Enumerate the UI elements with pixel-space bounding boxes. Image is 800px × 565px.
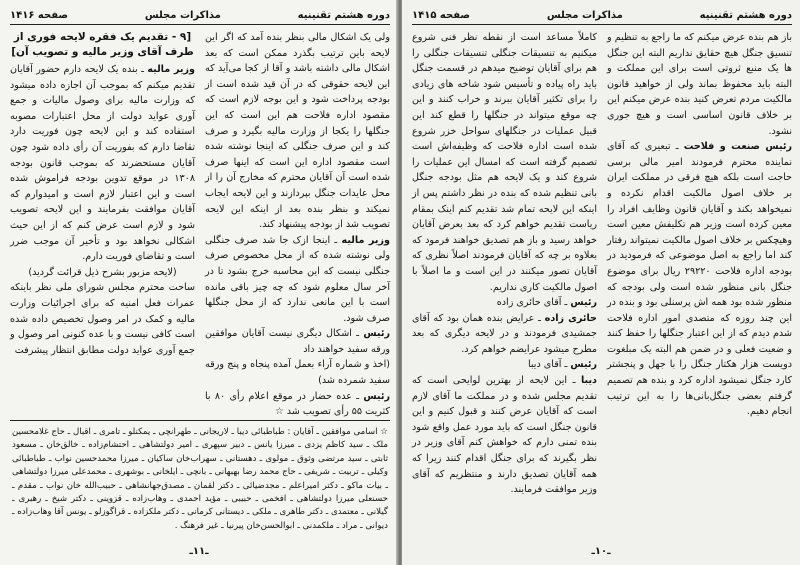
- speaker-name: وزیر مالیه: [341, 234, 390, 246]
- paragraph: رئیس ـ آقای دیبا: [527, 359, 597, 371]
- column-right: [607, 30, 792, 498]
- paragraph: حائری زاده ـ عرایض بنده همان بود که آقای جمشیدی فرمودند و در لایحه دیگری که بعد مطرح میشود عرایضم خواهم کرد.: [412, 312, 597, 355]
- speaker-name: وزیر مالیه: [147, 64, 195, 75]
- page-header: [10, 8, 390, 25]
- column-left: [10, 30, 195, 420]
- paragraph: دیبا ـ این لایحه از بهترین لوایحی است که تقدیم مجلس شده و در مملکت ما آقای لازم است که آقایان عرض کنند و قبول کنیم و این قانون جنگل است که باید مورد عمل واقع شود بنده تمنی دارم که خواهش کنم آقای وزیر در نظر بگیرند که برای جنگل اقدام کنند زیرا که همه آقایان تصدیق دارند و منتظریم که آقای وزیر موافقت فرمایند.: [412, 375, 597, 496]
- right-page: [402, 0, 800, 565]
- session-label: دوره هشتم تقنینیه: [297, 9, 390, 21]
- speaker-name: رئیس: [363, 328, 390, 340]
- page-number: ـ۱۱ـ: [189, 546, 209, 557]
- speaker-name: دیبا: [580, 375, 597, 387]
- speaker-name: رئیس: [570, 359, 597, 371]
- page-label: صفحه ۱۴۱۵: [412, 9, 471, 21]
- column-left: [412, 30, 597, 498]
- paragraph: رئیس ـ عده حضار در موقع اعلام رأی ۸۰ با کثریت ۵۵ رأی تصویب شد ☆: [205, 390, 390, 418]
- text-columns: [10, 30, 390, 420]
- page-label: صفحه ۱۴۱۶: [10, 9, 69, 21]
- session-label: دوره هشتم تقنینیه: [699, 9, 792, 21]
- speaker-name: رئیس: [570, 297, 597, 309]
- paragraph: کاملاً مساعد است از نقطه نظر فنی شروع میکنیم به تنسیقات جنگلی تنسیقات جنگلی را هم برای آقایان توضیح میدهم در قسمت جنگل باید راه پیاده و تأسیس شود شاخه های زیادی را برای تکثیر آقایان ببرند و خراب کنند و این چه موقع میتواند در جنگلها را قطع کند این قبیل عملیات در جنگلهای سواحل خزر شروع شده است اداره فلاحت که وظیفه‌اش است تصمیم گرفته است که امسال این عملیات را شروع کند و یک لایحه هم مثل بودجه جنگل بانی تنظیم شده که بنده در نظر داشتم پس از اینکه این لایحه تمام شد تقدیم کنم اینک بمقام ریاست تقدیم خواهم کرد که بعد بعرض آقایان خواهد رسید و باز هم تصدیق خواهند فرمود که بعلاوه بر چه که آقایان فرمودند اصلاً نظری که آقایان تصور میکنند در این است و ما اصلاً با اصول مالکیت کاری نداریم.: [412, 32, 597, 293]
- publication-title: مذاکرات مجلس: [144, 9, 221, 21]
- text-columns: [412, 30, 792, 498]
- paragraph: وزیر مالیه ـ بنده یک لایحه دارم حضور آقایان تقدیم میکنم که بموجب آن اجازه داده میشود که وزارت مالیه برای وصول مالیات و جمع آوری عواید دولت از محل اعتبارات مصوبه استفاده کند و این لایحه چون فوریت دارد تقاضا دارم که بفوریت آن رأی داده شود چون آقایان مستحضرند که بموجب قانون بودجه ۱۳۰۸ در موقع تدوین بودجه فراموش شده است و این اعتبار لازم است و امیدوارم که آقایان موافقت بفرمایند و این لایحه تصویب شود و لازم است عرض کنم که از این حیث اشکالی نخواهد بود و تأخیر آن موجب ضرر است و تقاضای فوریت دارم.: [10, 64, 195, 263]
- footnote-divider: [10, 420, 390, 421]
- paragraph: ساحت محترم مجلس شورای ملی نظر باینکه عمرات فعل امنیه که برای اجرائیات وزارت مالیه و کمک در امر وصول تخصیص داده شده است کافی نیست و با عده کنونی امر وصول و جمع آوری عواید دولت مطابق انتظار پیشرفت: [10, 282, 195, 356]
- left-page: [0, 0, 398, 565]
- paragraph: رئیس ـ اشکال دیگری نیست آقایان موافقین ورقه سفید خواهند داد: [205, 328, 390, 355]
- page-header: [412, 8, 792, 25]
- section-heading: [۹ - تقدیم یک فقره لایحه فوری از طرف آقای وزیر مالیه و تصویب آن]: [11, 31, 194, 58]
- paragraph: وزیر مالیه ـ اینجا ازک جا شد صرف جنگلی ولی نوشته شده که از محل مخصوص صرف جنگلی نیست که این محاسبه خرج بشود تا در آخر سال معلوم شود که چه چیز باقی مانده است با این مانعی ندارد که از محل جنگلها صرف شود.: [205, 234, 390, 324]
- column-right: [205, 30, 390, 420]
- page-number: ـ۱۰ـ: [591, 546, 611, 557]
- paragraph: ولی یک اشکال مالی بنظر بنده آمد که اگر این لایحه باین ترتیب بگذرد ممکن است که بعد اشکال مالی داشته باشد و آقا از کجا می‌آید که این لایحه حقوقی که در آن قید شده است از بودجه پرداخت شود و این بوجه لازم است که مقصود اداره فلاحت هم این است که این جنگلها را یکجا از وزارت مالیه بگیرد و صرف کند و این صرف جنگلی که اینجا نوشته شده است مقصود اداره این است که اینها صرف شده است آن آقایان محترم که مخارج آن را از محل عایدات جنگل بپردازند و این لایحه ایجاب نمیکند و بنظر بنده بعد از اینکه این لایحه تصویب شد از بودجه پیشنهاد کند.: [205, 32, 390, 231]
- speaker-name: رئیس صنعت و فلاحت: [683, 141, 792, 153]
- publication-title: مذاکرات مجلس: [546, 9, 623, 21]
- paragraph: (لایحه مزبور بشرح ذیل قرائت گردید): [28, 266, 177, 278]
- paragraph: باز هم بنده عرض میکنم که ما راجع به تنظیم و تنسیق جنگل هیچ حقایق نداریم البته این جنگل ها یک منبع ثروتی است برای این مملکت و البته باید محفوظ بماند ولی از خواهید قانون مالکیت مردم تعرض کنید بنده عرض میکنم این بر خلاف قانون اساسی است و هیچ جوری نشود.: [607, 32, 792, 137]
- speaker-name: حائری زاده: [544, 312, 597, 324]
- paragraph: رئیس ـ آقای حائری زاده: [496, 297, 597, 309]
- paragraph: رئیس صنعت و فلاحت ـ تبعیری که آقای نماینده محترم فرمودند امیر مالی برسی حاجت است بلکه هیچ فرقی در مملکت ایران بر خلاف اصول مالکیت اقدام نکرده و نمیخواهد بکند و آقایان قانون وظایف افراد را معین کرده است وزیر هم تکلیفش معین است وهیچکس بر خلاف اصول مالکیت نمیتواند رفتار کند اما راجع به اصل موضوعی که فرمودید در بودجه اداره فلاحت ۲۹۲۲۰ ریال برای موضوع جنگل بانی منظور شده است ولی بودجه که منظور شده بود همه اش پرسنلی بود و بنده در این چند روزه که متصدی امور اداره فلاحت شدم دیدم که از این اعتبار جنگلها را حفظ کنند و ضعیت فعلی و در ضمن هم البته یک مبلغوت دویست هزار هکتار جنگل را با جهل و پنجشتر کارد جنگل نمیشود اداره کرد و بنده هم تصمیم گرفتم بعضی جنگل‌بانی‌ها را به این ترتیب انجام دهیم.: [607, 141, 792, 418]
- footnote-voters-list: ☆ اسامی موافقین ـ آقایان : طباطبائی دیبا ـ لاریجانی ـ طهرانچی ـ یمکنلو ـ تامری ـ اقبال ـ حاج غلامحسین ملک ـ سید کاظم یزدی ـ میرزا یانس ـ دبیر سپهری ـ امیر دولتشاهی ـ احتشام‌زاده ـ خالق‌خان ـ مسعود ثابتی ـ سید مرتضی وثوق ـ مولوی ـ دهستانی ـ سهراب‌خان ساکیان ـ میرزا محمدحسین نواب ـ طباطبائی وکیلی ـ تربیت ـ شریفی ـ حاج محمد رضا بهبهانی ـ بانچی ـ ایلخانی ـ بوشهری ـ محمدعلی میرزا دولتشاهی ـ بیات ماکو ـ دکتر امیراعلم ـ مجدضیائی ـ دکتر لقمان ـ مصدق‌جهانشاهی ـ حبیب‌الله خان نواب ـ مقدم ـ حسنعلی میرزا دولتشاهی ـ افخمی ـ حبیبی ـ مؤید احمدی ـ وهاب‌زاده ـ قزوینی ـ دکتر شیخ ـ رهبری ـ گیلانی ـ معتمدی ـ دکتر طاهری ـ ملکی ـ دیستانی کرمانی ـ دکتر ملکزاده ـ قراگوزلو ـ یونس آقا وهاب‌زاده ـ دیوانی ـ مراد ـ ملکمدنی ـ ابوالحسن‌خان پیرنیا ـ غیر فرهنگ .: [12, 427, 388, 531]
- speaker-name: رئیس: [363, 390, 390, 402]
- paragraph: (اخذ و شماره آراء بعمل آمده پنجاه و پنج ورقه سفید شمرده شد): [205, 359, 390, 387]
